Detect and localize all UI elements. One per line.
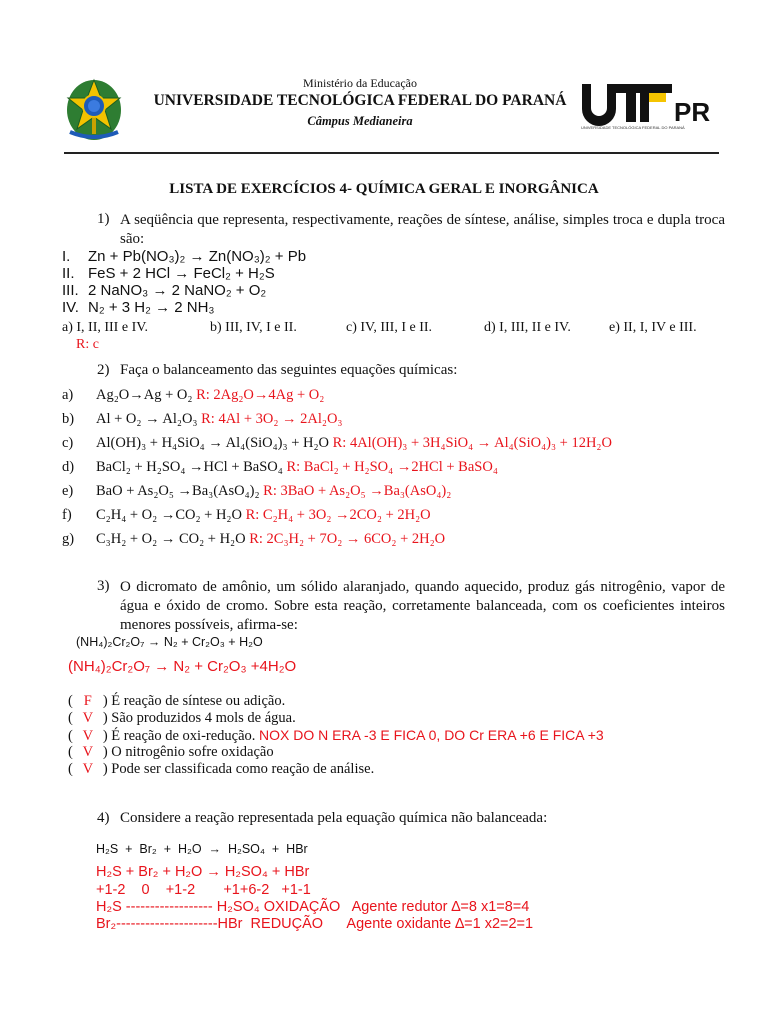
header-divider — [64, 152, 719, 154]
q2-item-f: f) C₂H₄ + O₂ →CO₂ + H₂O R: C₂H₄ + 3O₂ →2CO₂ + 2H₂O — [62, 507, 431, 523]
q3-statement-5: ( V ) Pode ser classificada como reação de análise. — [68, 761, 375, 777]
q2-item-e: e) BaO + As₂O₅ →Ba₃(AsO₄)₂ R: 3BaO + As₂O₅ →Ba₃(AsO₄)₂ — [62, 483, 452, 499]
q1-reaction-1: I. Zn + Pb(NO₃)₂ → Zn(NO₃)₂ + Pb — [62, 248, 307, 265]
university-name: UNIVERSIDADE TECNOLÓGICA FEDERAL DO PARANÁ — [153, 92, 567, 109]
document-title: LISTA DE EXERCÍCIOS 4- QUÍMICA GERAL E INORGÂNICA — [169, 181, 599, 197]
ministry-name: Ministério da Educação — [303, 76, 417, 90]
q4-answer-line-4: Br₂---------------------HBr REDUÇÃO Agente oxidante ∆=1 x2=2=1 — [96, 916, 534, 932]
q2-item-d: d) BaCl₂ + H₂SO₄ →HCl + BaSO₄ R: BaCl₂ + H₂SO₄ →2HCl + BaSO₄ — [62, 459, 498, 475]
q3-statement-4: ( V ) O nitrogênio sofre oxidação — [68, 744, 274, 760]
q4-answer-line-1: H₂S + Br₂ + H₂O → H₂SO₄ + HBr — [96, 864, 310, 880]
q3-statement-2: ( V ) São produzidos 4 mols de água. — [68, 710, 296, 726]
q2-item-a: a) Ag₂O→Ag + O₂ R: 2Ag₂O→4Ag + O₂ — [62, 387, 325, 403]
q4-equation: H₂S + Br₂ + H₂O → H₂SO₄ + HBr — [96, 842, 308, 856]
question-1-number: 1) — [97, 211, 110, 227]
svg-text:PR: PR — [674, 97, 711, 127]
q4-answer-line-2: +1-2 0 +1-2 +1+6-2 +1-1 — [96, 882, 311, 898]
q1-reaction-2: II. FeS + 2 HCl → FeCl₂ + H₂S — [62, 265, 275, 282]
q4-answer-line-3: H₂S ------------------ H₂SO₄ OXIDAÇÃO Agente redutor ∆=8 x1=8=4 — [96, 899, 530, 915]
question-4-number: 4) — [97, 810, 110, 826]
q1-option-e: e) II, I, IV e III. — [609, 320, 697, 335]
q1-option-a: a) I, II, III e IV. — [62, 320, 149, 335]
q3-statement-1: ( F ) É reação de síntese ou adição. — [68, 693, 286, 709]
svg-text:UNIVERSIDADE TECNOLÓGICA FEDER: UNIVERSIDADE TECNOLÓGICA FEDERAL DO PARANÁ — [581, 125, 685, 130]
campus-name: Câmpus Medianeira — [307, 114, 413, 128]
q1-option-c: c) IV, III, I e II. — [346, 320, 433, 335]
q2-item-c: c) Al(OH)₃ + H₄SiO₄ → Al₄(SiO₄)₃ + H₂O R: 4Al(OH)₃ + 3H₄SiO₄ → Al₄(SiO₄)₃ + 12H₂O — [62, 435, 612, 451]
q3-equation: (NH₄)₂Cr₂O₇ → N₂ + Cr₂O₃ + H₂O — [76, 635, 263, 649]
q3-balanced-answer: (NH₄)₂Cr₂O₇ → N₂ + Cr₂O₃ +4H₂O — [68, 658, 297, 675]
q1-option-b: b) III, IV, I e II. — [210, 320, 297, 335]
utfpr-logo — [580, 80, 720, 130]
question-3-text: O dicromato de amônio, um sólido alaranjado, quando aquecido, produz gás nitrogênio, vapor de água e óxido de cromo. Sobre esta reação, corretamente balanceada, com os coeficientes inteiros menores possíveis, afirma-se: — [120, 579, 725, 633]
q1-answer: R: c — [76, 337, 99, 352]
question-2-text: Faça o balanceamento das seguintes equações químicas: — [120, 362, 458, 378]
question-3-number: 3) — [97, 578, 110, 594]
q1-option-d: d) I, III, II e IV. — [484, 320, 571, 335]
q1-reaction-4: IV. N₂ + 3 H₂ → 2 NH₃ — [62, 299, 215, 316]
question-2-number: 2) — [97, 362, 110, 378]
q2-item-b: b) Al + O₂ → Al₂O₃ R: 4Al + 3O₂ → 2Al₂O₃ — [62, 411, 343, 427]
question-4-text: Considere a reação representada pela equação química não balanceada: — [120, 810, 548, 826]
question-1-text: A seqüência que representa, respectivamente, reações de síntese, análise, simples troca e dupla troca são: — [120, 212, 725, 247]
q1-reaction-3: III. 2 NaNO₃ → 2 NaNO₂ + O₂ — [62, 282, 267, 299]
q3-statement-3: ( V ) É reação de oxi-redução. NOX DO N ERA -3 E FICA 0, DO Cr ERA +6 E FICA +3 — [68, 727, 604, 744]
q2-item-g: g) C₃H₂ + O₂ → CO₂ + H₂O R: 2C₃H₂ + 7O₂ → 6CO₂ + 2H₂O — [62, 531, 446, 547]
